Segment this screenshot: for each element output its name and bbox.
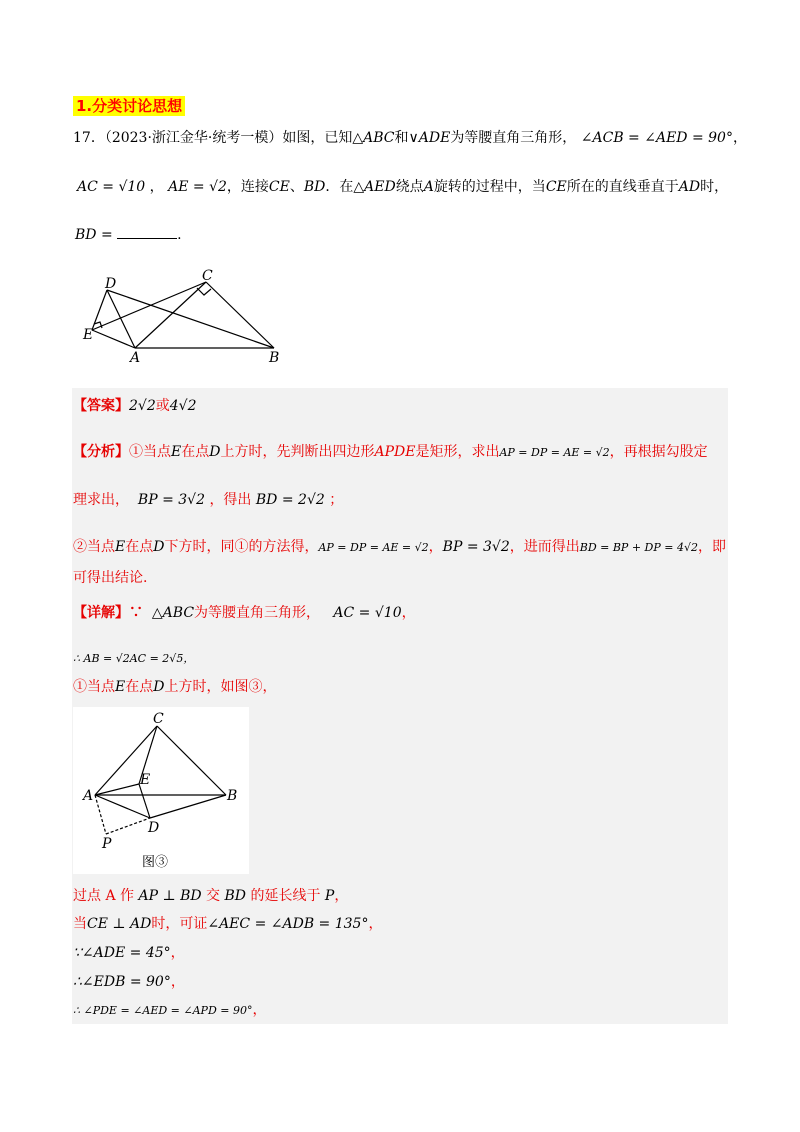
text: 过点 A 作: [73, 888, 135, 904]
math-triangle-aed: △AED: [353, 179, 396, 195]
question-text: 和: [394, 130, 409, 146]
detail-line-7: [73, 972, 185, 992]
text: 理求出，: [73, 492, 129, 508]
text: 的延长线于: [250, 888, 321, 904]
question-line-2: [77, 177, 728, 197]
text: ，: [170, 945, 185, 961]
answer-blank: [117, 224, 177, 239]
answer-value-1: 2√2: [129, 398, 156, 414]
question-line-1: [73, 128, 747, 148]
fig3-caption: 图③: [142, 855, 169, 870]
text: ，: [428, 539, 443, 555]
math-triangle-ade: ∨ADE: [408, 130, 451, 146]
text: ，: [252, 1002, 267, 1018]
fig3-label-b: B: [227, 788, 238, 804]
text: 为等腰直角三角形，: [194, 605, 321, 621]
fig3-label-d: D: [148, 820, 160, 836]
math-apde: APDE: [374, 444, 416, 460]
math-bd: BD = BP + DP = 4√2: [579, 541, 698, 554]
question-text: .: [177, 227, 182, 243]
text: ①当点: [129, 444, 171, 460]
question-number: 17．: [73, 130, 105, 146]
math-ap-perp-bd: AP ⊥ BD: [138, 888, 202, 904]
figure-3: [73, 707, 249, 874]
math-ad: AD: [678, 179, 701, 195]
answer-or: 或: [155, 398, 170, 414]
math-angles: ∠ACB = ∠AED = 90°: [580, 130, 733, 146]
because-symbol: ∵: [129, 605, 143, 621]
text: 在点: [125, 539, 154, 555]
math-ac: AC = √10: [333, 605, 402, 621]
fig1-label-c: C: [202, 268, 213, 284]
text: ①当点: [73, 679, 115, 695]
fig3-label-p: P: [102, 836, 112, 852]
fig1-label-d: D: [105, 276, 117, 292]
math-bd: BD = 2√2: [255, 492, 325, 508]
question-source: （2023·浙江金华·统考一模）: [104, 130, 283, 146]
text: 交: [206, 888, 221, 904]
detail-line-1: [73, 603, 416, 623]
text: ，进而得出: [509, 539, 580, 555]
question-text: ．在: [325, 179, 354, 195]
math-triangle-abc: △ABC: [151, 605, 195, 621]
text: ，: [170, 974, 185, 990]
text: 上方时，如图③，: [164, 679, 277, 695]
detail-line-3: [73, 677, 276, 697]
fig1-label-b: B: [269, 350, 280, 366]
question-text: ，: [732, 130, 747, 146]
detail-line-5: [73, 914, 382, 934]
analysis-line-3: [73, 537, 726, 558]
math-equation: AP = DP = AE = √2: [318, 541, 429, 554]
math-equation: AP = DP = AE = √2: [499, 446, 610, 459]
math-ae: AE = √2: [168, 179, 227, 195]
answer-value-2: 4√2: [169, 398, 197, 414]
text: ，: [401, 605, 416, 621]
text: ，即: [697, 539, 726, 555]
math-a: A: [423, 179, 434, 195]
text: ；: [329, 492, 344, 508]
fig3-label-e: E: [140, 772, 151, 788]
math-triangle-abc: △ABC: [352, 130, 395, 146]
question-text: ，连接: [226, 179, 269, 195]
question-text: 如图，已知: [282, 130, 353, 146]
text: 当: [73, 916, 87, 932]
analysis-line-4: 可得出结论.: [73, 570, 148, 586]
fig3-label-c: C: [153, 711, 164, 727]
question-text: 时，: [700, 179, 729, 195]
analysis-label: 【分析】: [73, 444, 129, 460]
math-ce: CE: [268, 179, 290, 195]
fig1-label-e: E: [83, 327, 94, 343]
math-bd: BD: [303, 179, 326, 195]
math-bp: BP = 3√2: [442, 539, 510, 555]
math-bd: BD: [224, 888, 246, 904]
question-text: 所在的直线垂直于: [566, 179, 679, 195]
text: ，: [334, 888, 349, 904]
math-ac: AC = √10: [77, 179, 146, 195]
answer-line: [73, 396, 197, 416]
math-e: E: [171, 444, 182, 460]
math-ce: CE: [545, 179, 567, 195]
text: 在点: [125, 679, 154, 695]
math-e: E: [115, 679, 126, 695]
question-text: 为等腰直角三角形，: [450, 130, 577, 146]
math-ab: ∴ AB = √2AC = 2√5，: [73, 652, 195, 665]
question-text: 、: [289, 179, 304, 195]
detail-line-4: [73, 886, 348, 906]
question-text: ，: [149, 179, 164, 195]
math-right-angles: ∴ ∠PDE = ∠AED = ∠APD = 90°: [73, 1004, 253, 1017]
detail-label: 【详解】: [73, 605, 129, 621]
math-d: D: [153, 539, 165, 555]
figure-1: [80, 262, 300, 372]
text: 时，可证: [151, 916, 208, 932]
text: 在点: [181, 444, 210, 460]
text: ②当点: [73, 539, 115, 555]
math-e: E: [115, 539, 126, 555]
question-line-3: [75, 224, 182, 245]
detail-line-8: [73, 1000, 266, 1021]
math-ce-perp-ad: CE ⊥ AD: [87, 916, 152, 932]
question-text: 旋转的过程中，当: [433, 179, 546, 195]
math-ade: ∵∠ADE = 45°: [73, 945, 171, 961]
math-p: P: [324, 888, 335, 904]
text: 是矩形，求出: [415, 444, 500, 460]
text: ，得出: [209, 492, 252, 508]
math-bp: BP = 3√2: [137, 492, 205, 508]
detail-line-2: [73, 648, 194, 669]
analysis-line-1: [73, 442, 708, 463]
math-angles: ∠AEC = ∠ADB = 135°: [207, 916, 369, 932]
answer-label: 【答案】: [73, 398, 129, 414]
math-d: D: [209, 444, 221, 460]
math-bd: BD =: [75, 227, 113, 243]
fig1-label-a: A: [130, 350, 141, 366]
text: ，再根据勾股定: [609, 444, 708, 460]
section-heading: 1.分类讨论思想: [73, 96, 185, 116]
analysis-line-2: [73, 490, 343, 510]
text: ，: [368, 916, 383, 932]
math-d: D: [153, 679, 165, 695]
detail-line-6: [73, 943, 185, 963]
text: 下方时，同①的方法得，: [164, 539, 319, 555]
fig3-label-a: A: [83, 788, 94, 804]
text: 上方时，先判断出四边形: [220, 444, 375, 460]
question-text: 绕点: [395, 179, 424, 195]
math-edb: ∴∠EDB = 90°: [73, 974, 171, 990]
